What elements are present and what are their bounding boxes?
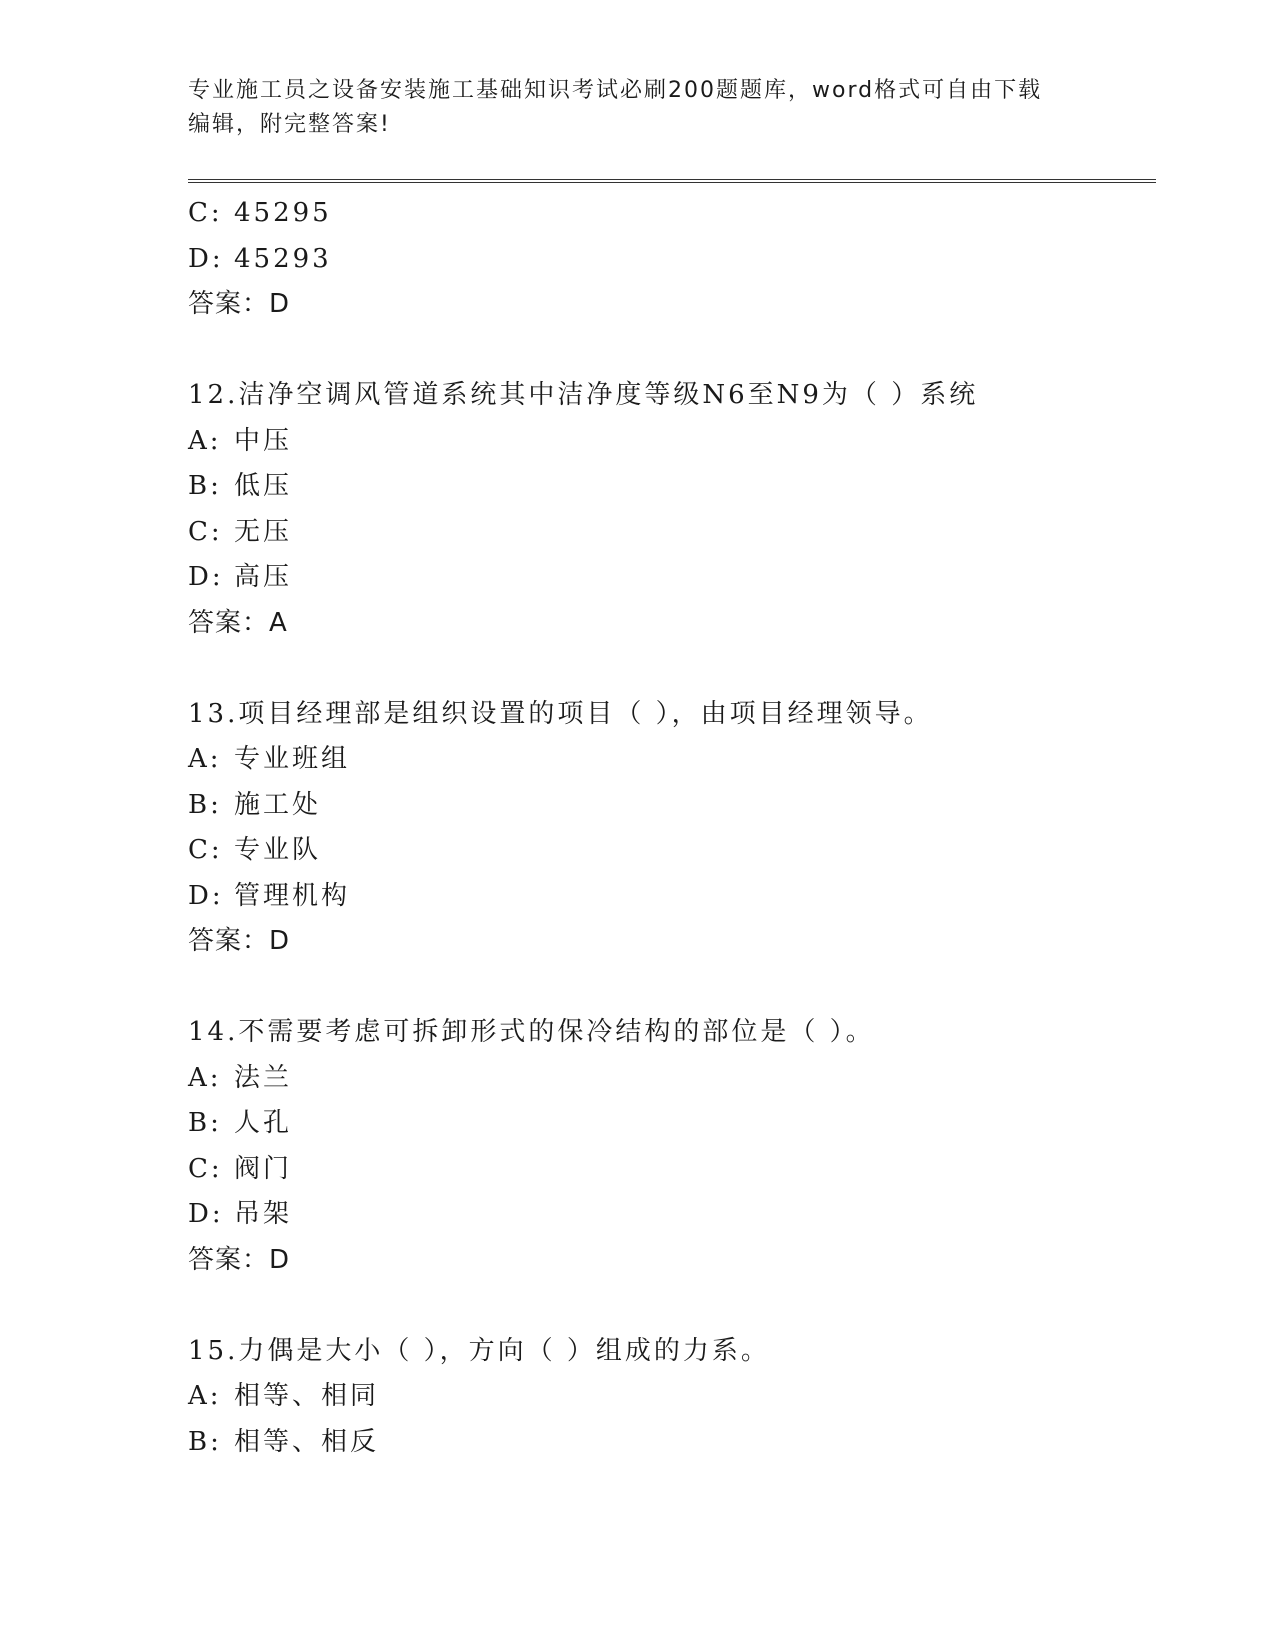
option-d bbox=[188, 874, 1156, 920]
page-header bbox=[188, 74, 1068, 142]
option-label: C: bbox=[188, 198, 223, 228]
option-text: 吊架 bbox=[234, 1199, 293, 1229]
option-text: 管理机构 bbox=[234, 880, 351, 911]
question-list bbox=[188, 191, 1156, 1465]
header-title-line1: 专业施工员之设备安装施工基础知识考试必刷200题题库，word格式可自由下载 bbox=[188, 78, 1043, 103]
option-label: D: bbox=[188, 1199, 224, 1229]
header-divider bbox=[188, 179, 1156, 183]
option-text: 施工处 bbox=[234, 789, 322, 820]
option-text: 高压 bbox=[234, 562, 293, 592]
option-a bbox=[188, 737, 1156, 783]
option-label: A: bbox=[188, 1062, 222, 1093]
option-a bbox=[188, 1056, 1156, 1102]
question-stem: 13.项目经理部是组织设置的项目（ ），由项目经理领导。 bbox=[188, 698, 933, 729]
option-text: 阀门 bbox=[234, 1153, 293, 1184]
option-c bbox=[188, 510, 1156, 556]
option-label: A: bbox=[188, 744, 222, 774]
option-label: B: bbox=[188, 789, 222, 820]
option-d bbox=[188, 237, 1156, 283]
option-label: B: bbox=[188, 471, 222, 501]
option-label: C: bbox=[188, 835, 223, 865]
question-stem: 15.力偶是大小（ ），方向（ ）组成的力系。 bbox=[188, 1335, 770, 1366]
question-stem: 12.洁净空调风管道系统其中洁净度等级N6至N9为（ ）系统 bbox=[188, 380, 979, 410]
answer-line: 答案：A bbox=[188, 607, 288, 638]
option-d bbox=[188, 555, 1156, 601]
option-b bbox=[188, 1101, 1156, 1147]
option-text: 中压 bbox=[234, 425, 293, 456]
answer-line: 答案：D bbox=[188, 1244, 291, 1275]
option-label: C: bbox=[188, 1153, 223, 1184]
option-a bbox=[188, 1374, 1156, 1420]
option-text: 45295 bbox=[234, 198, 332, 228]
option-b bbox=[188, 1420, 1156, 1466]
option-text: 相等、相同 bbox=[234, 1381, 380, 1411]
option-b bbox=[188, 464, 1156, 510]
question-stem: 14.不需要考虑可拆卸形式的保冷结构的部位是（ ）。 bbox=[188, 1017, 875, 1047]
option-text: 法兰 bbox=[234, 1062, 293, 1093]
option-c bbox=[188, 1147, 1156, 1193]
option-label: A: bbox=[188, 425, 222, 456]
option-d bbox=[188, 1192, 1156, 1238]
option-c bbox=[188, 191, 1156, 237]
option-text: 人孔 bbox=[234, 1108, 293, 1138]
option-c bbox=[188, 828, 1156, 874]
answer-line: 答案：D bbox=[188, 289, 291, 319]
option-text: 相等、相反 bbox=[234, 1426, 380, 1457]
header-title-line2: 编辑，附完整答案! bbox=[188, 112, 391, 137]
answer-line: 答案：D bbox=[188, 926, 291, 956]
option-text: 专业班组 bbox=[234, 744, 351, 774]
option-label: B: bbox=[188, 1108, 222, 1138]
option-label: D: bbox=[188, 562, 224, 592]
option-a bbox=[188, 419, 1156, 465]
option-text: 专业队 bbox=[234, 835, 322, 865]
option-b bbox=[188, 783, 1156, 829]
option-label: C: bbox=[188, 516, 223, 547]
option-label: B: bbox=[188, 1426, 222, 1457]
option-label: D: bbox=[188, 243, 224, 274]
option-text: 45293 bbox=[234, 243, 332, 274]
option-text: 低压 bbox=[234, 471, 293, 501]
option-label: A: bbox=[188, 1381, 222, 1411]
option-text: 无压 bbox=[234, 516, 293, 547]
option-label: D: bbox=[188, 880, 224, 911]
